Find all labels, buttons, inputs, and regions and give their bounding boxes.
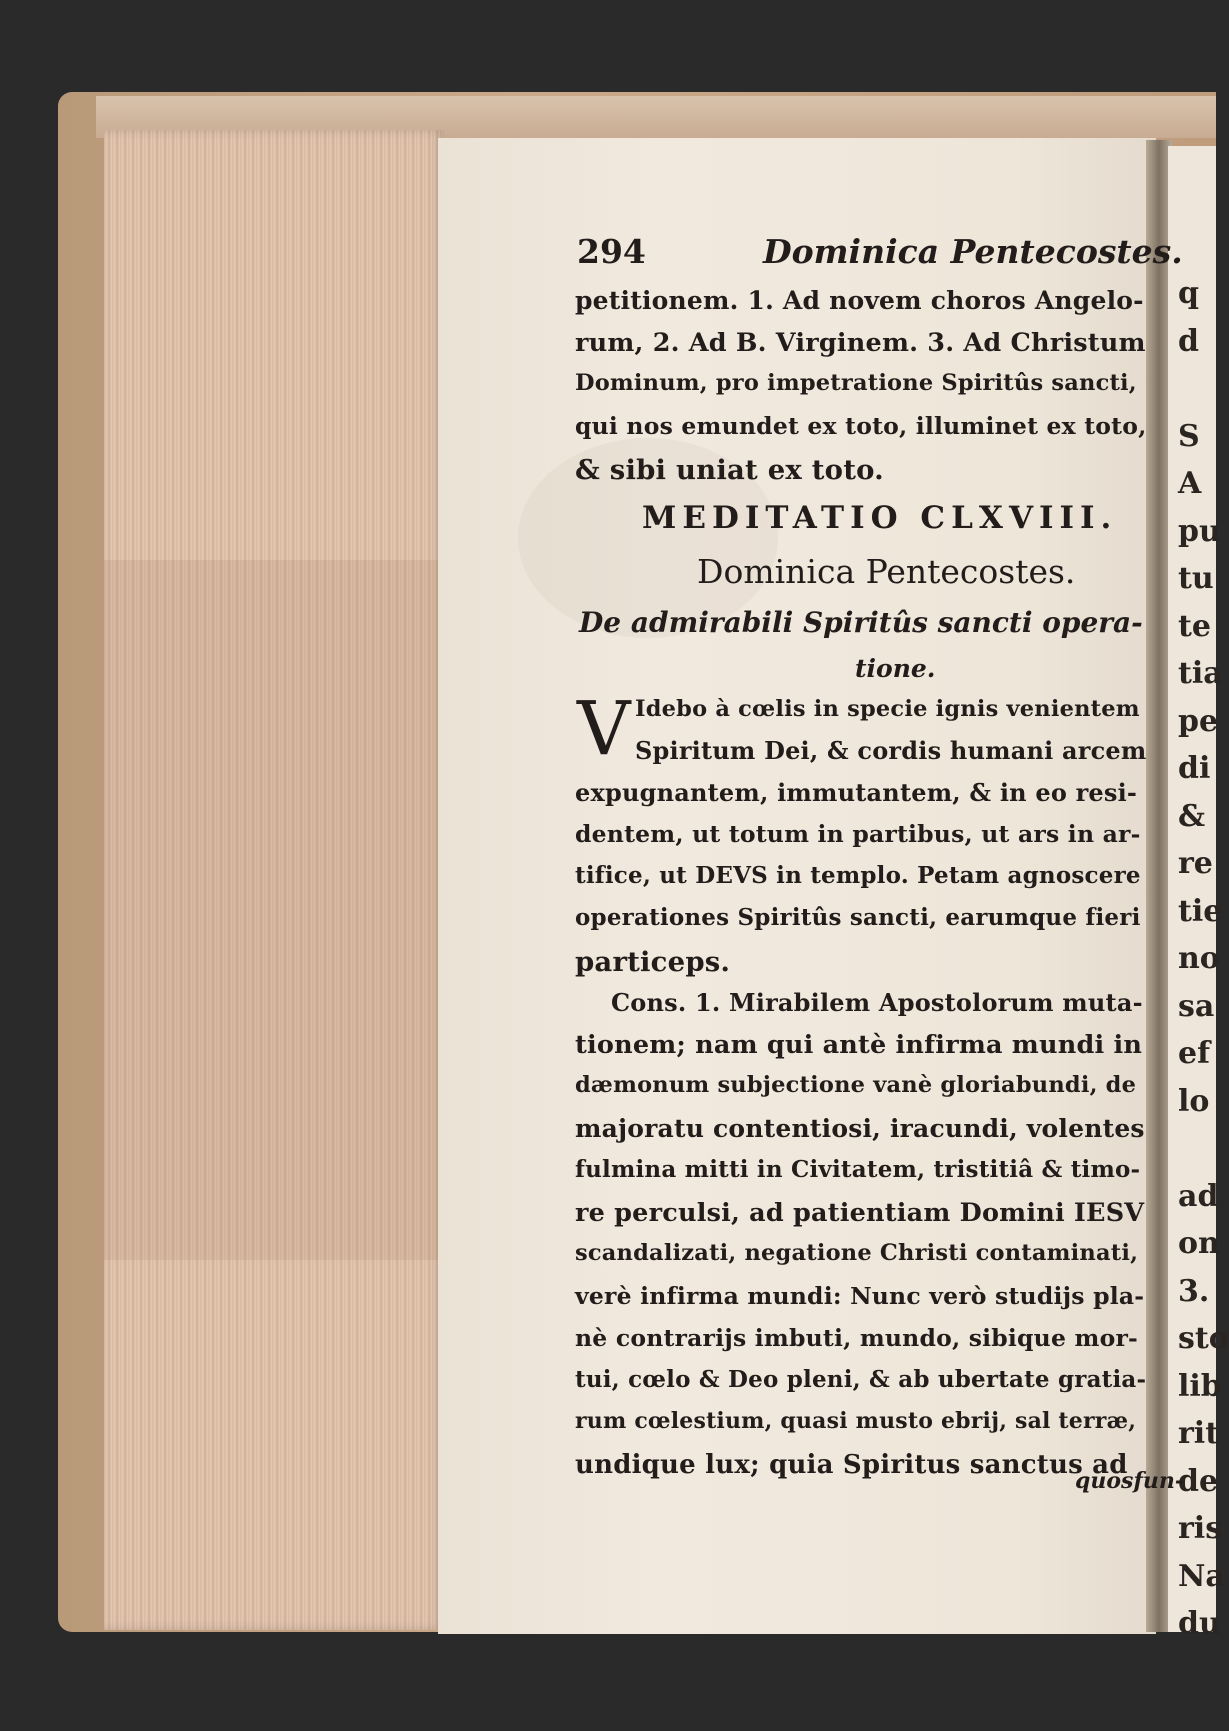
text-line: dentem, ut totum in partibus, ut ars in ar- — [575, 820, 1141, 848]
text-line: Dominum, pro impetratione Spiritûs sancti, — [575, 370, 1137, 396]
meditation-number: MEDITATIO CLXVIII. — [642, 500, 1118, 536]
text-line: dæmonum subjectione vanè gloriabundi, de — [575, 1072, 1137, 1098]
catchword: quosfun- — [1075, 1468, 1185, 1494]
text-line: tui, cœlo & Deo pleni, & ab ubertate gratia- — [575, 1366, 1147, 1393]
facing-page-text: q d S A pu tu te tia pe di & re tie no sa ef lo ad on 3. sto lib rit de ris Na du — [1178, 276, 1229, 1641]
text-line: Spiritum Dei, & cordis humani arcem — [635, 736, 1147, 765]
text-line: verè infirma mundi: Nunc verò studijs pla- — [575, 1282, 1145, 1310]
text-line: nè contrarijs imbuti, mundo, sibique mor- — [575, 1324, 1138, 1352]
running-head: Dominica Pentecostes. — [763, 232, 1183, 271]
text-line: majoratu contentiosi, iracundi, volentes — [575, 1114, 1145, 1143]
drop-cap: V — [577, 686, 631, 772]
text-line: qui nos emundet ex toto, illuminet ex toto, — [575, 412, 1147, 440]
text-line: tifice, ut DEVS in templo. Petam agnoscere — [575, 862, 1141, 889]
text-line: petitionem. 1. Ad novem choros Angelo- — [575, 286, 1144, 315]
meditation-subject-cont: tione. — [855, 654, 936, 683]
text-line: expugnantem, immutantem, & in eo resi- — [575, 778, 1138, 807]
text-line: particeps. — [575, 946, 731, 978]
text-line: operationes Spiritûs sancti, earumque fieri — [575, 904, 1141, 931]
text-line: tionem; nam qui antè infirma mundi in — [575, 1030, 1143, 1060]
meditation-day: Dominica Pentecostes. — [697, 552, 1076, 591]
text-line: scandalizati, negatione Christi contaminati, — [575, 1240, 1139, 1266]
text-line: rum, 2. Ad B. Virginem. 3. Ad Christum — [575, 328, 1146, 358]
text-line: Idebo à cœlis in specie ignis venientem — [635, 696, 1140, 722]
text-line: re perculsi, ad patientiam Domini IESV — [575, 1198, 1145, 1228]
text-line: undique lux; quia Spiritus sanctus ad — [575, 1450, 1128, 1480]
text-line: fulmina mitti in Civitatem, tristitiâ & timo- — [575, 1156, 1141, 1183]
page-number: 294 — [577, 232, 646, 271]
edge-stain — [104, 560, 444, 1260]
text-line: Cons. 1. Mirabilem Apostolorum muta- — [611, 988, 1143, 1017]
text-line: & sibi uniat ex toto. — [575, 454, 884, 486]
meditation-subject: De admirabili Spiritûs sancti opera- — [579, 606, 1143, 639]
page-header — [575, 228, 1183, 284]
text-line: rum cœlestium, quasi musto ebrij, sal terræ, — [575, 1408, 1137, 1434]
